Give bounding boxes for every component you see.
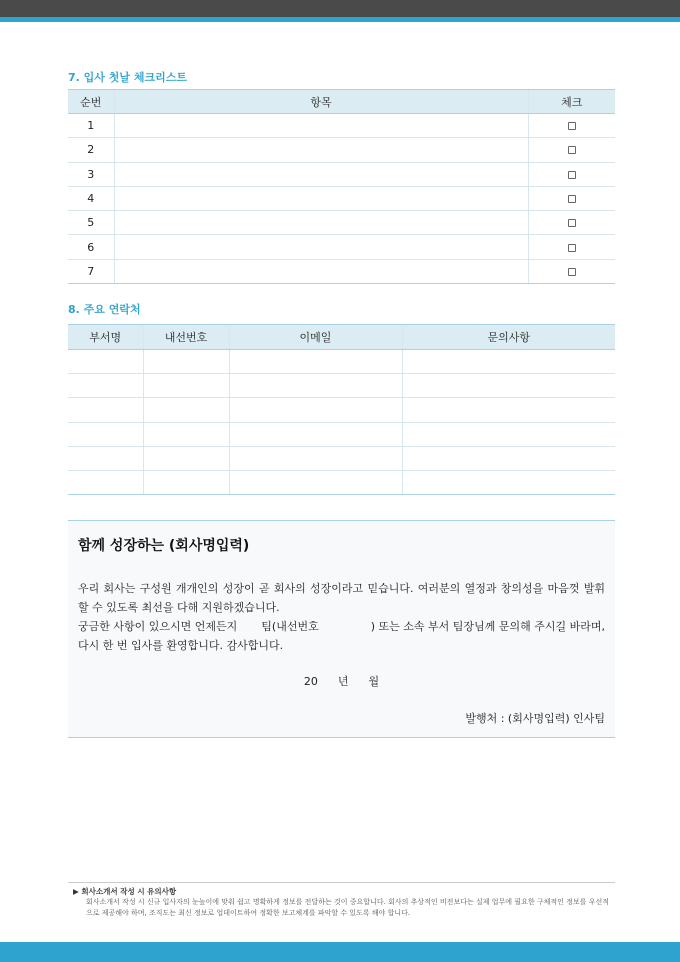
- contacts-table: [68, 324, 615, 495]
- table-row: [68, 211, 615, 235]
- top-header-bar: [0, 0, 680, 17]
- notes-body: 회사소개서 작성 시 신규 입사자의 눈높이에 맞춰 쉽고 명확하게 정보를 전달하는 것이 중요합니다. 회사의 추상적인 비전보다는 실제 업무에 필요한 구체적인 정보를 우선적으로 제공해야 하며, 조직도는 최신 정보로 업데이트하여 정확한 보고체계를 파악할 수 있도록 해야 합니다.: [86, 898, 609, 917]
- header-inquiry: 문의사항: [402, 325, 615, 350]
- item-cell[interactable]: [114, 186, 528, 210]
- extension-cell[interactable]: [143, 446, 229, 470]
- header-number: 순번: [68, 90, 114, 114]
- header-department: 부서명: [68, 325, 143, 350]
- check-cell: [528, 186, 615, 210]
- row-number: 7: [68, 259, 114, 283]
- check-cell: [528, 259, 615, 283]
- message-paragraph-2-part-c: ) 또는 소속 부서 팀장님께 문의해 주시길 바라며, 다시 한 번 입사를 환영합니다. 감사합니다.: [78, 620, 605, 652]
- date-line: [68, 673, 615, 689]
- checkbox[interactable]: [568, 122, 576, 130]
- item-cell[interactable]: [114, 235, 528, 259]
- first-day-checklist-table: [68, 89, 615, 284]
- email-cell[interactable]: [229, 398, 402, 422]
- notes-heading: ▶ 회사소개서 작성 시 유의사항: [73, 887, 177, 896]
- row-number: 2: [68, 138, 114, 162]
- row-number: 5: [68, 211, 114, 235]
- table-header-row: [68, 90, 615, 114]
- extension-cell[interactable]: [143, 398, 229, 422]
- extension-cell[interactable]: [143, 422, 229, 446]
- message-paragraph-2-part-b: 팀(내선번호: [261, 620, 319, 633]
- checkbox[interactable]: [568, 219, 576, 227]
- check-cell: [528, 235, 615, 259]
- checkbox[interactable]: [568, 268, 576, 276]
- email-cell[interactable]: [229, 446, 402, 470]
- email-cell[interactable]: [229, 350, 402, 374]
- message-paragraph-2: [78, 617, 605, 655]
- item-cell[interactable]: [114, 259, 528, 283]
- email-cell[interactable]: [229, 374, 402, 398]
- welcome-message-box: [68, 520, 615, 738]
- inquiry-cell[interactable]: [402, 470, 615, 494]
- checkbox[interactable]: [568, 195, 576, 203]
- section-7-title: 7. 입사 첫날 체크리스트: [68, 71, 187, 84]
- email-cell[interactable]: [229, 422, 402, 446]
- date-month-unit: 월: [368, 675, 380, 688]
- extension-cell[interactable]: [143, 350, 229, 374]
- bottom-footer-bar: [0, 942, 680, 962]
- header-check: 체크: [528, 90, 615, 114]
- department-cell[interactable]: [68, 350, 143, 374]
- table-row: [68, 259, 615, 283]
- inquiry-cell[interactable]: [402, 374, 615, 398]
- check-cell: [528, 162, 615, 186]
- inquiry-cell[interactable]: [402, 446, 615, 470]
- checkbox[interactable]: [568, 171, 576, 179]
- item-cell[interactable]: [114, 211, 528, 235]
- table-row: [68, 162, 615, 186]
- table-row: [68, 186, 615, 210]
- message-title: 함께 성장하는 (회사명입력): [78, 538, 250, 554]
- item-cell[interactable]: [114, 114, 528, 138]
- check-cell: [528, 138, 615, 162]
- email-cell[interactable]: [229, 470, 402, 494]
- department-cell[interactable]: [68, 398, 143, 422]
- extension-cell[interactable]: [143, 470, 229, 494]
- inquiry-cell[interactable]: [402, 422, 615, 446]
- table-row: [68, 470, 615, 494]
- row-number: 3: [68, 162, 114, 186]
- table-row: [68, 398, 615, 422]
- publisher: 발행처 : (회사명입력) 인사팀: [465, 712, 605, 725]
- date-year: 20: [303, 675, 318, 688]
- header-email: 이메일: [229, 325, 402, 350]
- table-row: [68, 374, 615, 398]
- table-header-row: [68, 325, 615, 350]
- checkbox[interactable]: [568, 146, 576, 154]
- top-accent-line: [0, 17, 680, 22]
- item-cell[interactable]: [114, 162, 528, 186]
- department-cell[interactable]: [68, 422, 143, 446]
- table-row: [68, 138, 615, 162]
- table-row: [68, 422, 615, 446]
- table-row: [68, 235, 615, 259]
- row-number: 6: [68, 235, 114, 259]
- date-year-unit: 년: [337, 675, 349, 688]
- extension-cell[interactable]: [143, 374, 229, 398]
- header-extension: 내선번호: [143, 325, 229, 350]
- message-paragraph-1: 우리 회사는 구성원 개개인의 성장이 곧 회사의 성장이라고 믿습니다. 여러분의 열정과 창의성을 마음껏 발휘할 수 있도록 최선을 다해 지원하겠습니다.: [78, 582, 605, 614]
- inquiry-cell[interactable]: [402, 350, 615, 374]
- table-row: [68, 114, 615, 138]
- table-row: [68, 446, 615, 470]
- row-number: 1: [68, 114, 114, 138]
- department-cell[interactable]: [68, 470, 143, 494]
- inquiry-cell[interactable]: [402, 398, 615, 422]
- table-row: [68, 350, 615, 374]
- header-item: 항목: [114, 90, 528, 114]
- writing-notes: [68, 882, 615, 919]
- department-cell[interactable]: [68, 374, 143, 398]
- check-cell: [528, 114, 615, 138]
- section-8-title: 8. 주요 연락처: [68, 303, 141, 316]
- item-cell[interactable]: [114, 138, 528, 162]
- message-body: [78, 579, 605, 655]
- checkbox[interactable]: [568, 244, 576, 252]
- check-cell: [528, 211, 615, 235]
- row-number: 4: [68, 186, 114, 210]
- message-paragraph-2-part-a: 궁금한 사항이 있으시면 언제든지: [78, 620, 238, 633]
- department-cell[interactable]: [68, 446, 143, 470]
